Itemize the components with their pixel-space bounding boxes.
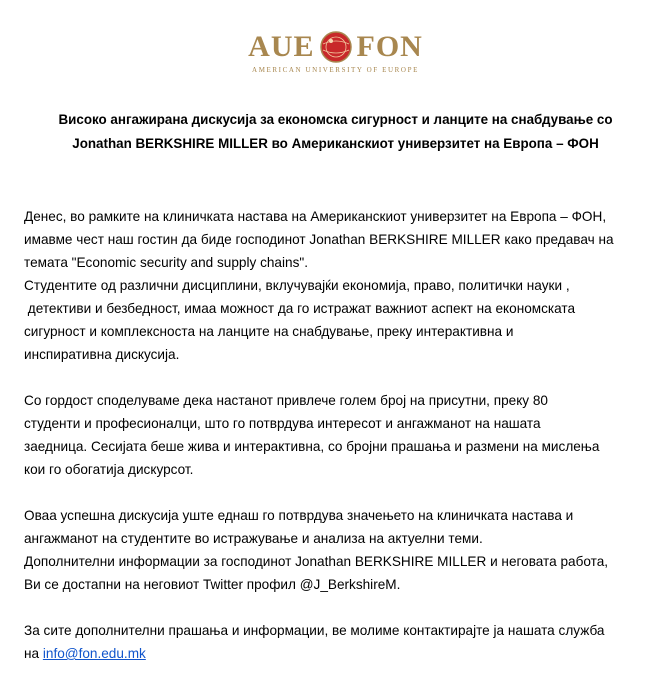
paragraph-contact xyxy=(24,619,654,665)
logo-fon-text: FON xyxy=(356,30,423,63)
text-line: инспиративна дискусија. xyxy=(24,347,180,362)
text-line: Денес, во рамките на клиничката настава на Американскиот универзитет на Европа – ФОН, xyxy=(24,209,607,224)
email-link[interactable]: info@fon.edu.mk xyxy=(42,646,146,661)
contact-prefix: на xyxy=(24,646,43,661)
logo-row xyxy=(248,30,423,64)
title-line-1: Високо ангажирана дискусија за економска сигурност и ланците на снабдување со xyxy=(58,112,613,127)
text-line: За сите дополнителни прашања и информации, ве молиме контактирајте ја нашата служба xyxy=(24,623,605,638)
text-line: темата "Economic security and supply chains". xyxy=(24,255,308,270)
paragraph-conclusion xyxy=(24,504,654,596)
text-line: сигурност и комплексноста на ланците на снабдување, преку интерактивна и xyxy=(24,324,514,339)
paragraph-attendance xyxy=(24,389,654,481)
text-line: Оваа успешна дискусија уште еднаш го потврдува значењето на клиничката настава и xyxy=(24,508,574,523)
text-line: Студентите од различни дисциплини, вклучувајќи економија, право, политички науки , xyxy=(24,278,570,293)
logo-subtitle: AMERICAN UNIVERSITY OF EUROPE xyxy=(252,66,419,74)
text-line: Ви се достапни на неговиот Twitter профил @J_BerkshireM. xyxy=(24,577,401,592)
text-line: заедница. Сесијата беше жива и интерактивна, со бројни прашања и размени на мислења xyxy=(24,439,600,454)
text-line: студенти и професионалци, што го потврдува интересот и ангажманот на нашата xyxy=(24,416,541,431)
article-title xyxy=(24,108,647,156)
text-line: детективи и безбедност, имаа можност да го истражат важниот аспект на економската xyxy=(24,301,576,316)
text-line: ангажманот на студентите во истражување и анализа на актуелни теми. xyxy=(24,531,483,546)
logo-aue-text: AUE xyxy=(248,30,315,63)
title-line-2: Jonathan BERKSHIRE MILLER во Американскиот универзитет на Европа – ФОН xyxy=(72,136,599,151)
text-line: имавме чест наш гостин да биде господинот Jonathan BERKSHIRE MILLER како предавач на xyxy=(24,232,614,247)
text-line: Дополнителни информации за господинот Jonathan BERKSHIRE MILLER и неговата работа, xyxy=(24,554,609,569)
text-line: кои го обогатија дискурсот. xyxy=(24,462,194,477)
article-body xyxy=(24,205,654,688)
contact-line xyxy=(24,642,654,665)
globe-emblem-icon xyxy=(319,30,353,64)
paragraph-intro xyxy=(24,205,654,366)
aue-fon-logo xyxy=(0,30,671,74)
text-line: Со гордост споделуваме дека настанот привлече голем број на присутни, преку 80 xyxy=(24,393,548,408)
